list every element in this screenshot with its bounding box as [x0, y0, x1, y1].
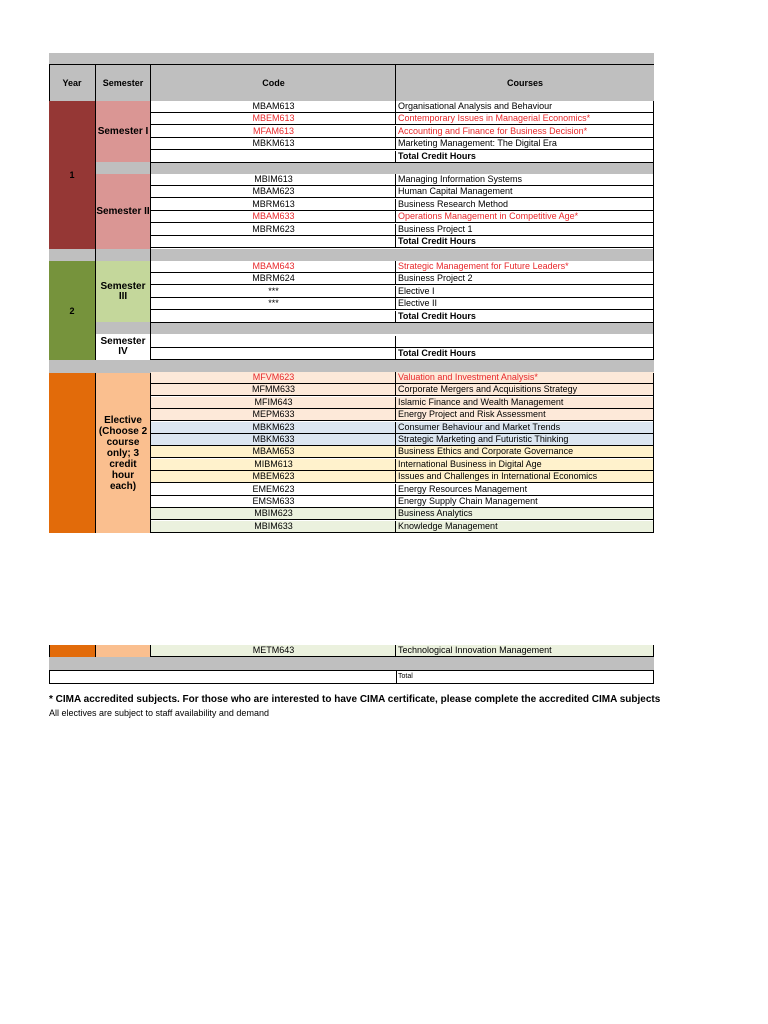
table-row — [151, 434, 654, 446]
semester-label: Semester II — [96, 205, 150, 217]
cima-note: * CIMA accredited subjects. For those who are interested to have CIMA certificate, please complete the accredited CIMA subjects — [49, 694, 661, 705]
course-name: Business Research Method — [398, 198, 509, 209]
course-code: MBEM613 — [252, 113, 295, 124]
grid-line — [95, 101, 96, 360]
year-gap — [49, 657, 654, 670]
grid-line — [653, 101, 654, 360]
header-divider — [49, 64, 50, 101]
course-name: Corporate Mergers and Acquisitions Strategy — [398, 384, 578, 395]
table-row — [151, 372, 654, 384]
course-code: MBIM623 — [254, 508, 293, 519]
course-name: Islamic Finance and Wealth Management — [398, 396, 564, 407]
total-row — [151, 236, 654, 248]
elective-semester-cell-cont — [96, 645, 150, 657]
year-label: 1 — [69, 170, 75, 180]
course-code: MBAM643 — [252, 261, 295, 271]
course-name: Knowledge Management — [398, 520, 498, 531]
table-row — [151, 484, 654, 496]
table-row — [151, 336, 654, 348]
semester-cell-1 — [96, 101, 150, 162]
elective-label: Elective (Choose 2 course only; 3 credit hour each) — [98, 414, 148, 492]
course-name: Technological Innovation Management — [398, 645, 552, 655]
course-name: Operations Management in Competitive Age* — [398, 211, 579, 222]
course-code: MBKM613 — [252, 138, 295, 149]
course-code: MBKM623 — [252, 421, 295, 432]
semester-cell-4 — [96, 334, 150, 360]
header-code: Code — [262, 78, 285, 88]
semester-cell-3 — [96, 261, 150, 322]
course-name: Strategic Management for Future Leaders* — [398, 261, 569, 271]
table-row — [151, 261, 654, 273]
year-label: 2 — [69, 305, 75, 316]
header-divider — [395, 64, 396, 101]
table-row — [151, 496, 654, 508]
course-name: Accounting and Finance for Business Decision* — [398, 125, 588, 136]
table-row — [151, 397, 654, 409]
course-name: Energy Supply Chain Management — [398, 496, 538, 506]
semester-cell-2 — [96, 174, 150, 249]
course-code: *** — [268, 298, 279, 309]
course-code: MBEM623 — [252, 471, 295, 482]
course-name: Human Capital Management — [398, 186, 513, 197]
total-label: Total Credit Hours — [398, 348, 476, 358]
grid-line — [49, 645, 50, 657]
course-name: Valuation and Investment Analysis* — [398, 372, 538, 382]
course-name: Consumer Behaviour and Market Trends — [398, 421, 561, 432]
grid-line — [150, 645, 151, 657]
course-code: *** — [268, 285, 279, 296]
course-code: MBKM633 — [252, 434, 295, 444]
grid-line — [95, 373, 96, 533]
table-row — [151, 422, 654, 434]
table-row — [151, 211, 654, 223]
course-code: MFMM633 — [251, 384, 295, 395]
course-code: MEPM633 — [252, 409, 295, 420]
table-row — [151, 273, 654, 285]
course-name: Issues and Challenges in International Economics — [398, 471, 598, 482]
table-row — [151, 101, 654, 113]
table-row — [151, 409, 654, 421]
semester-label: Semester III — [100, 280, 146, 302]
grid-line — [653, 373, 654, 533]
course-name: Contemporary Issues in Managerial Economics* — [398, 113, 591, 124]
total-label: Total Credit Hours — [398, 150, 476, 161]
header-divider — [150, 64, 151, 101]
course-code: MBIM633 — [254, 520, 293, 531]
header-year: Year — [62, 78, 82, 88]
table-row — [151, 508, 654, 520]
course-code: METM643 — [252, 645, 295, 655]
course-code: MBRM624 — [252, 273, 295, 284]
course-name: International Business in Digital Age — [398, 458, 542, 469]
course-name: Business Analytics — [398, 508, 473, 519]
table-row — [151, 286, 654, 298]
grid-line — [150, 101, 151, 360]
total-row — [151, 151, 654, 163]
grand-total-row — [49, 670, 654, 684]
course-code: MFIM643 — [254, 396, 293, 407]
header-semester: Semester — [102, 78, 144, 88]
header-courses: Courses — [506, 78, 543, 88]
table-row — [151, 298, 654, 310]
availability-note: All electives are subject to staff availability and demand — [49, 708, 269, 718]
course-code: EMEM623 — [252, 483, 295, 494]
course-code: MFAM613 — [252, 125, 294, 136]
table-row — [151, 138, 654, 150]
course-code: MBAM653 — [252, 446, 295, 457]
year-cell-2 — [49, 261, 95, 360]
header-divider — [95, 64, 96, 101]
table-row — [151, 174, 654, 186]
course-code: MIBM613 — [254, 458, 293, 469]
course-name: Business Ethics and Corporate Governance — [398, 446, 574, 457]
grid-line — [95, 645, 96, 657]
course-code: MBAM633 — [252, 211, 295, 222]
table-row — [151, 113, 654, 125]
grand-total-label: Total — [398, 673, 413, 680]
course-name: Business Project 2 — [398, 273, 473, 284]
semester-label: Semester I — [97, 125, 149, 137]
total-label: Total Credit Hours — [398, 310, 476, 321]
course-name: Strategic Marketing and Futuristic Thinking — [398, 434, 569, 444]
elective-year-cell — [49, 373, 95, 533]
header-top-rule — [49, 64, 654, 65]
course-code: MBIM613 — [254, 174, 293, 184]
table-row — [151, 521, 654, 533]
elective-semester-cell — [96, 373, 150, 533]
table-row — [151, 446, 654, 458]
table-row — [151, 645, 654, 657]
year-gap — [49, 249, 654, 261]
semester-label: Semester IV — [100, 336, 146, 357]
grid-line — [150, 373, 151, 533]
course-name: Marketing Management: The Digital Era — [398, 138, 557, 149]
course-code: MBRM613 — [252, 198, 295, 209]
total-row — [151, 311, 654, 323]
table-row — [151, 471, 654, 483]
grid-line — [653, 645, 654, 657]
course-name: Energy Project and Risk Assessment — [398, 409, 546, 420]
course-code: MBAM613 — [252, 101, 295, 111]
course-name: Managing Information Systems — [398, 174, 523, 184]
cell-divider — [396, 671, 397, 683]
course-code: MBRM623 — [252, 223, 295, 234]
course-name: Elective I — [398, 285, 435, 296]
course-code: EMSM633 — [252, 496, 295, 506]
course-code: MBAM623 — [252, 186, 295, 197]
table-row — [151, 126, 654, 138]
course-name: Business Project 1 — [398, 223, 473, 234]
table-row — [151, 199, 654, 211]
course-name: Energy Resources Management — [398, 483, 528, 494]
semester-gap — [96, 322, 654, 334]
course-name: Elective II — [398, 298, 438, 309]
total-label: Total Credit Hours — [398, 236, 476, 246]
year-cell-1 — [49, 101, 95, 249]
semester-gap — [96, 162, 654, 174]
course-name: Organisational Analysis and Behaviour — [398, 101, 553, 111]
table-row — [151, 186, 654, 198]
table-row — [151, 224, 654, 236]
total-row — [151, 348, 654, 360]
table-row — [151, 384, 654, 396]
table-row — [151, 459, 654, 471]
course-code: MFVM623 — [252, 372, 295, 382]
elective-year-cell-cont — [49, 645, 95, 657]
